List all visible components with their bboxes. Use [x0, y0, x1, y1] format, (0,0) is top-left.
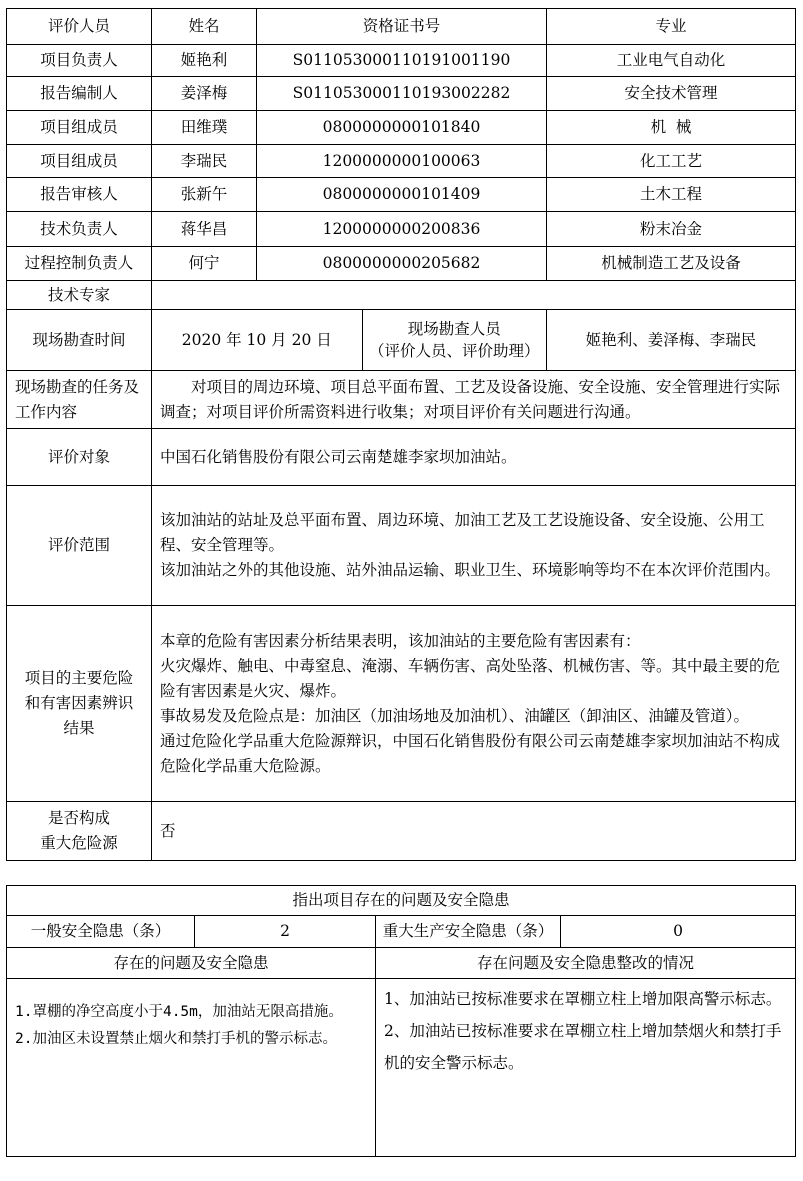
role-cell: 过程控制负责人 — [7, 247, 152, 281]
table-row — [7, 111, 796, 145]
cert-cell: S011053000110193002282 — [257, 77, 547, 111]
hazard-paragraph: 本章的危险有害因素分析结果表明，该加油站的主要危险有害因素有： — [160, 631, 641, 650]
cert-cell: 1200000000200836 — [257, 212, 547, 247]
personnel-table — [6, 8, 796, 861]
survey-time-label: 现场勘查时间 — [7, 310, 152, 371]
header-cell: 专业 — [547, 9, 796, 45]
name-cell: 何宁 — [152, 247, 257, 281]
scope-text — [152, 486, 796, 606]
survey-staff-label-2: （评价人员、评价助理） — [368, 342, 540, 360]
table-row — [7, 77, 796, 111]
table-row — [7, 212, 796, 247]
issue-item: 1.罩棚的净空高度小于4.5m，加油站无限高措施。 — [15, 1004, 343, 1020]
hazard-paragraph: 火灾爆炸、触电、中毒窒息、淹溺、车辆伤害、高处坠落、机械伤害、等。其中最主要的危险有害因素是火灾、爆炸。 — [160, 656, 781, 700]
issue-item: 2.加油区未设置禁止烟火和禁打手机的警示标志。 — [15, 1031, 337, 1047]
name-cell: 蒋华昌 — [152, 212, 257, 247]
major-hazard-label-2: 重大危险源 — [40, 834, 118, 852]
scope-paragraph: 该加油站的站址及总平面布置、周边环境、加油工艺及工艺设施设备、安全设施、公用工程、安全管理等。 — [160, 511, 765, 554]
scope-row — [7, 486, 796, 606]
major-hazard-label-1: 是否构成 — [47, 809, 110, 827]
table-row — [7, 45, 796, 77]
cert-cell: 0800000000101409 — [257, 178, 547, 212]
rectification-item: 1、加油站已按标准要求在罩棚立柱上增加限高警示标志。 — [384, 990, 782, 1008]
expert-row — [7, 281, 796, 310]
general-issue-label: 一般安全隐患（条） — [7, 916, 195, 948]
scope-paragraph: 该加油站之外的其他设施、站外油品运输、职业卫生、环境影响等均不在本次评价范围内。 — [160, 561, 781, 579]
survey-staff-label-1: 现场勘查人员 — [407, 320, 501, 338]
object-text: 中国石化销售股份有限公司云南楚雄李家坝加油站。 — [152, 429, 796, 486]
role-cell: 项目组成员 — [7, 145, 152, 178]
survey-time-row — [7, 310, 796, 371]
role-cell: 项目负责人 — [7, 45, 152, 77]
major-hazard-value: 否 — [152, 802, 796, 861]
issues-count-row — [7, 916, 796, 948]
major-hazard-row — [7, 802, 796, 861]
issues-left-cell — [7, 979, 376, 1157]
major-cell: 机械制造工艺及设备 — [547, 247, 796, 281]
survey-staff-label — [362, 310, 546, 370]
header-cell: 资格证书号 — [257, 9, 547, 45]
issues-table — [6, 885, 796, 1157]
major-cell: 土木工程 — [547, 178, 796, 212]
table-row — [7, 247, 796, 281]
role-cell: 报告审核人 — [7, 178, 152, 212]
survey-subtable — [152, 310, 546, 370]
survey-time-value: 2020 年 10 月 20 日 — [152, 310, 362, 370]
survey-time-group — [152, 310, 547, 371]
major-issue-label: 重大生产安全隐患（条） — [376, 916, 561, 948]
name-cell: 姬艳利 — [152, 45, 257, 77]
expert-label: 技术专家 — [7, 281, 152, 310]
cert-cell: 0800000000205682 — [257, 247, 547, 281]
major-cell: 工业电气自动化 — [547, 45, 796, 77]
cert-cell: 1200000000100063 — [257, 145, 547, 178]
general-issue-count: 2 — [195, 916, 376, 948]
object-row — [7, 429, 796, 486]
role-cell: 报告编制人 — [7, 77, 152, 111]
task-row — [7, 371, 796, 429]
name-cell: 姜泽梅 — [152, 77, 257, 111]
role-cell: 项目组成员 — [7, 111, 152, 145]
header-cell: 姓名 — [152, 9, 257, 45]
major-cell: 安全技术管理 — [547, 77, 796, 111]
issues-right-header: 存在问题及安全隐患整改的情况 — [376, 948, 796, 979]
major-issue-count: 0 — [561, 916, 796, 948]
table-row — [7, 178, 796, 212]
task-label: 现场勘查的任务及工作内容 — [7, 371, 152, 429]
issues-header-row — [7, 948, 796, 979]
expert-value — [152, 281, 796, 310]
major-cell: 化工工艺 — [547, 145, 796, 178]
major-cell: 机 械 — [547, 111, 796, 145]
hazard-text — [152, 606, 796, 802]
survey-staff-value: 姬艳利、姜泽梅、李瑞民 — [547, 310, 796, 371]
issues-left-header: 存在的问题及安全隐患 — [7, 948, 376, 979]
issues-detail-row — [7, 979, 796, 1157]
hazard-paragraph: 通过危险化学品重大危险源辩识，中国石化销售股份有限公司云南楚雄李家坝加油站不构成危险化学品重大危险源。 — [160, 731, 781, 775]
cert-cell: 0800000000101840 — [257, 111, 547, 145]
issues-title-row — [7, 886, 796, 916]
task-text: 对项目的周边环境、项目总平面布置、工艺及设备设施、安全设施、安全管理进行实际调查；对项目评价所需资料进行收集；对项目评价有关问题进行沟通。 — [152, 371, 796, 429]
hazard-label: 项目的主要危险和有害因素辨识结果 — [7, 606, 152, 802]
table-row — [7, 145, 796, 178]
issues-title: 指出项目存在的问题及安全隐患 — [7, 886, 796, 916]
object-label: 评价对象 — [7, 429, 152, 486]
header-cell: 评价人员 — [7, 9, 152, 45]
rectification-item: 2、加油站已按标准要求在罩棚立柱上增加禁烟火和禁打手机的安全警示标志。 — [384, 1022, 782, 1072]
hazard-row — [7, 606, 796, 802]
hazard-paragraph: 事故易发及危险点是：加油区（加油场地及加油机）、油罐区（卸油区、油罐及管道）。 — [160, 706, 750, 725]
name-cell: 张新午 — [152, 178, 257, 212]
major-cell: 粉末冶金 — [547, 212, 796, 247]
name-cell: 李瑞民 — [152, 145, 257, 178]
issues-right-cell — [376, 979, 796, 1157]
major-hazard-label — [7, 802, 152, 861]
scope-label: 评价范围 — [7, 486, 152, 606]
role-cell: 技术负责人 — [7, 212, 152, 247]
header-row — [7, 9, 796, 45]
name-cell: 田维璞 — [152, 111, 257, 145]
cert-cell: S011053000110191001190 — [257, 45, 547, 77]
